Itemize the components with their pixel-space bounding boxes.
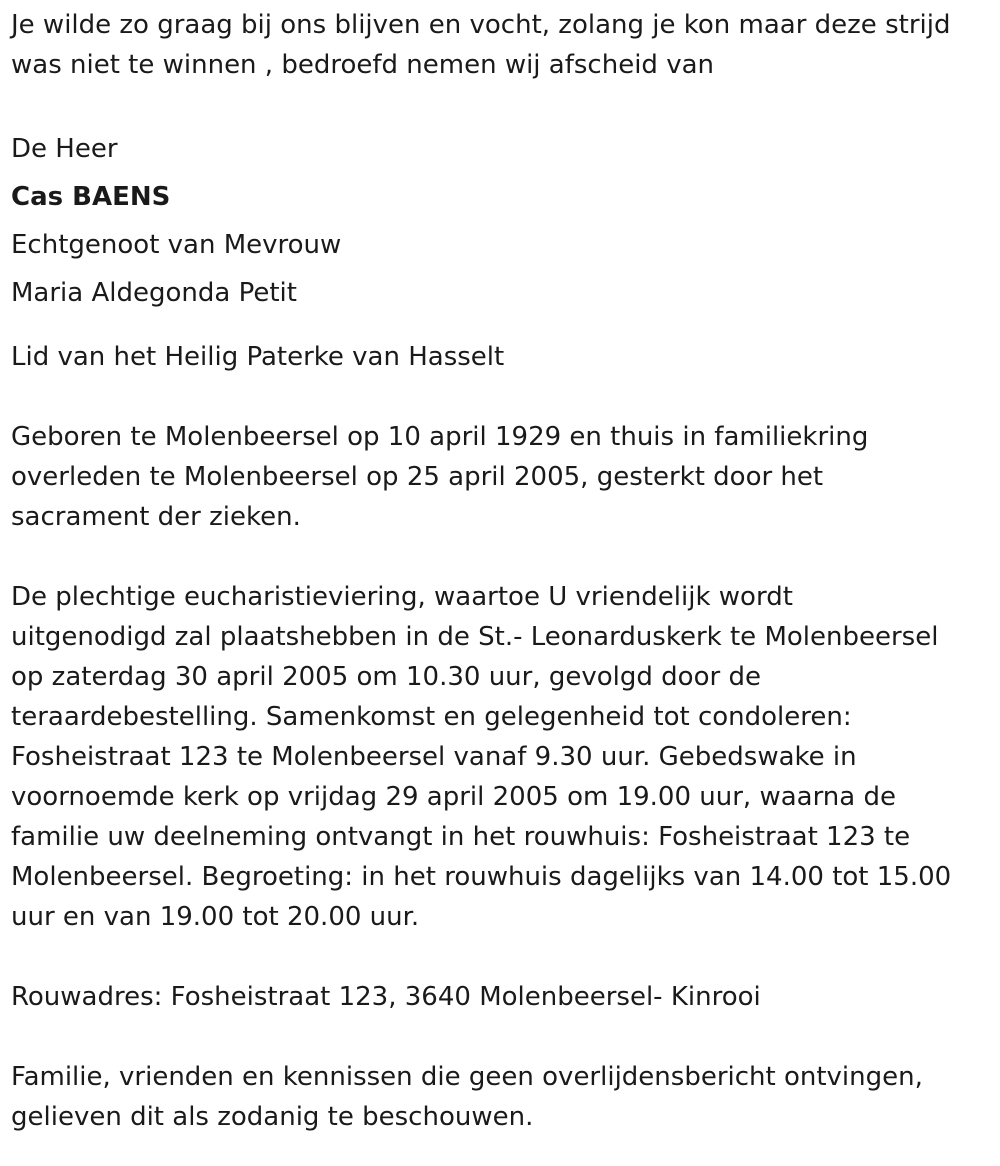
intro-paragraph bbox=[11, 5, 986, 85]
spouse-label: Echtgenoot van Mevrouw bbox=[11, 230, 342, 260]
ceremony-line: Fosheistraat 123 te Molenbeersel vanaf 9.30 uur. Gebedswake in bbox=[11, 742, 857, 772]
ceremony-line: uur en van 19.00 tot 20.00 uur. bbox=[11, 902, 420, 932]
spacer bbox=[11, 377, 986, 417]
spacer bbox=[11, 85, 986, 125]
birth-death-line: Geboren te Molenbeersel op 10 april 1929 en thuis in familiekring bbox=[11, 422, 869, 452]
ceremony-line: voornoemde kerk op vrijdag 29 april 2005 om 19.00 uur, waarna de bbox=[11, 782, 896, 812]
spacer bbox=[11, 537, 986, 577]
ceremony-paragraph bbox=[11, 577, 986, 937]
person-title: De Heer bbox=[11, 134, 118, 164]
ceremony-line: op zaterdag 30 april 2005 om 10.30 uur, gevolgd door de bbox=[11, 662, 761, 692]
ceremony-line: De plechtige eucharistieviering, waartoe U vriendelijk wordt bbox=[11, 582, 793, 612]
obituary-document bbox=[11, 5, 986, 1137]
person-name: Cas BAENS bbox=[11, 182, 171, 212]
ceremony-line: teraardebestelling. Samenkomst en gelegenheid tot condoleren: bbox=[11, 702, 852, 732]
membership-line bbox=[11, 337, 986, 377]
membership-text: Lid van het Heilig Paterke van Hasselt bbox=[11, 342, 505, 372]
ceremony-line: uitgenodigd zal plaatshebben in de St.- Leonarduskerk te Molenbeersel bbox=[11, 622, 939, 652]
spacer bbox=[11, 937, 986, 977]
ceremony-line: familie uw deelneming ontvangt in het rouwhuis: Fosheistraat 123 te bbox=[11, 822, 911, 852]
spacer bbox=[11, 317, 986, 337]
address-line bbox=[11, 977, 986, 1017]
ceremony-line: Molenbeersel. Begroeting: in het rouwhuis dagelijks van 14.00 tot 15.00 bbox=[11, 862, 952, 892]
closing-line: gelieven dit als zodanig te beschouwen. bbox=[11, 1102, 534, 1132]
intro-line: was niet te winnen , bedroefd nemen wij afscheid van bbox=[11, 50, 714, 80]
intro-line: Je wilde zo graag bij ons blijven en vocht, zolang je kon maar deze strijd bbox=[11, 10, 951, 40]
address-text: Rouwadres: Fosheistraat 123, 3640 Molenbeersel- Kinrooi bbox=[11, 982, 761, 1012]
spouse-name: Maria Aldegonda Petit bbox=[11, 278, 297, 308]
birth-death-line: overleden te Molenbeersel op 25 april 2005, gesterkt door het bbox=[11, 462, 824, 492]
birth-death-line: sacrament der zieken. bbox=[11, 502, 301, 532]
birth-death-paragraph bbox=[11, 417, 986, 537]
spacer bbox=[11, 1017, 986, 1057]
closing-paragraph bbox=[11, 1057, 986, 1137]
closing-line: Familie, vrienden en kennissen die geen overlijdensbericht ontvingen, bbox=[11, 1062, 923, 1092]
